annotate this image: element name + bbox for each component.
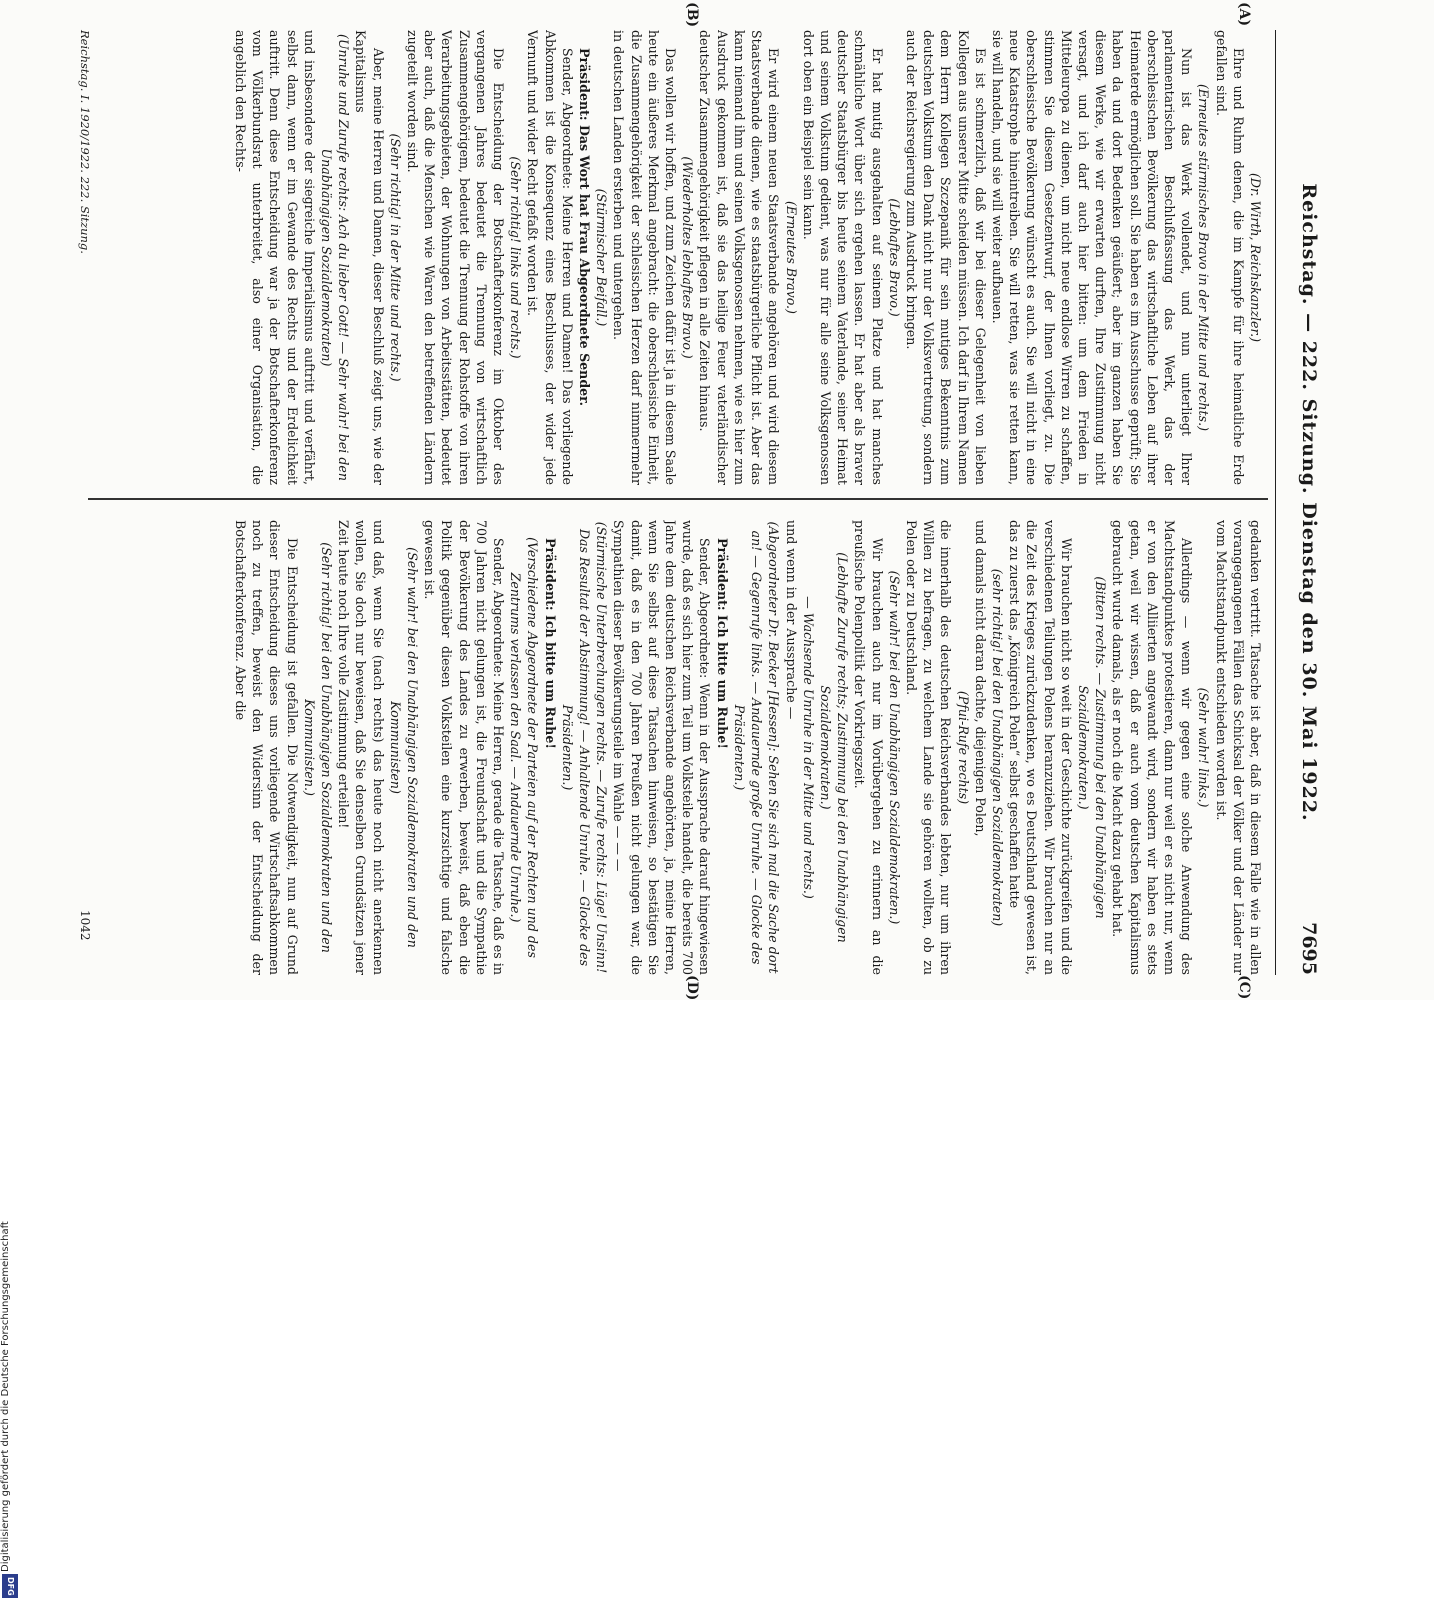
paragraph: Ehre und Ruhm denen, die im Kampfe für ihre heimatliche Erde gefallen sind. bbox=[1213, 30, 1246, 485]
interjection: (Bitten rechts. — Zustimmung bei den Unabhängigen Sozialdemokraten.) bbox=[1075, 576, 1109, 919]
dfg-sidebar bbox=[0, 612, 22, 1596]
column-divider bbox=[88, 498, 1268, 500]
footer-sheet-number: 1042 bbox=[78, 910, 92, 941]
dfg-credit-text: Digitalisierung gefördert durch die Deutsche Forschungsgemeinschaft bbox=[0, 1221, 11, 1572]
interjection: (Stürmischer Beifall.) bbox=[594, 188, 610, 327]
dfg-logo-icon: DFG bbox=[2, 1574, 18, 1598]
paragraph: und wenn in der Aussprache — bbox=[783, 520, 799, 720]
page-header-title: Reichstag. — 222. Sitzung. Dienstag den 30. Mai 1922. bbox=[1298, 183, 1320, 822]
paragraph: Aber, meine Herren und Damen, dieser Beschluß zeigt uns, wie der Kapitalismus bbox=[353, 30, 386, 485]
interjection: (Unruhe und Zurufe rechts: Ach du lieber Gott! — Sehr wahr! bei den Unabhängigen Sozialdemokraten) bbox=[319, 34, 352, 481]
interjection: (Sehr richtig! in der Mitte und rechts.) bbox=[387, 133, 403, 382]
speaker-label: (Dr. Wirth, Reichskanzler.) bbox=[1248, 172, 1263, 343]
margin-mark-c: (C) bbox=[1236, 975, 1252, 1000]
margin-mark-a: (A) bbox=[1236, 2, 1252, 27]
paragraph: die innerhalb des deutschen Reichsverbandes lebten, nur um ihren Willen zu befragen, zu welchem Lande sie gehören wollten, ob zu Polen oder zu Deutschland. bbox=[903, 520, 954, 975]
paragraph: Die Entscheidung ist gefallen. Die Notwendigkeit, nun auf Grund dieser Entscheidung dieses uns vorliegende Wirtschaftsabkommen noch zu treffen, beweist den Widersinn der Entscheidung der Botschafterkonferenz. Aber die bbox=[233, 520, 300, 975]
paragraph: Allerdings — wenn wir gegen eine solche Anwendung des Machtstandpunktes protestieren, dann nur weil er es nicht nur, wenn er von den Alliierten angewandt wird, sondern wir haben es stets getan, weil wir wissen, daß er auch vom deutschen Kapitalismus gebraucht wurde damals, als er noch die Macht dazu gehabt hat. bbox=[1110, 520, 1195, 975]
interjection: — Wachsende Unruhe in der Mitte und rechts.) bbox=[800, 596, 816, 899]
interjection: (sehr richtig! bei den Unabhängigen Sozialdemokraten) bbox=[989, 568, 1005, 927]
footer-signature: Reichstag. I. 1920/1922. 222. Sitzung. bbox=[78, 30, 92, 254]
interjection: (Wiederholtes lebhaftes Bravo.) bbox=[680, 156, 696, 359]
president-statement: Präsident: Ich bitte um Ruhe! bbox=[542, 538, 558, 749]
paragraph: Das wollen wir hoffen, und zum Zeichen dafür ist ja in diesem Saale heute ein äußeres Merkmal angebracht: die oberschlesische Einheit, die Zusammengehörigkeit der schlesischen Herzen darf nimmermehr in deutschen Landen ersterben und untergehen. bbox=[611, 30, 679, 485]
paragraph: Sender, Abgeordnete: Meine Herren und Damen! Das vorliegende Abkommen ist die Konsequenz eines Beschlusses, der wider jede Vernunft und wider Recht gefaßt worden ist. bbox=[525, 30, 575, 485]
president-statement: Präsident: Das Wort hat Frau Abgeordnete Sender. bbox=[577, 48, 593, 407]
interjection: (Lebhafte Zurufe rechts; Zustimmung bei den Unabhängigen Sozialdemokraten.) bbox=[817, 552, 851, 943]
left-column bbox=[104, 30, 1264, 485]
right-column bbox=[104, 520, 1264, 975]
interjection: (Erneutes stürmisches Bravo in der Mitte und rechts.) bbox=[1196, 84, 1212, 431]
paragraph: Sender, Abgeordnete: Wenn in der Aussprache darauf hingewiesen wurde, daß es sich hier zum Teil um Volksteile handelt, die bereits 700 Jahre dem deutschen Reichsverbande angehörten, ja, meine Herren, wenn Sie selbst auf diese Tatsachen hinweisen, so bestätigen Sie damit, daß es in den 700 Jahren Preußen nicht gelungen war, die Sympathien dieser Bevölkerungsteile im Wahle — — — bbox=[611, 520, 713, 975]
paragraph: und damals nicht daran dachte, diejenigen Polen, bbox=[972, 520, 988, 837]
paragraph: Es ist schmerzlich, daß wir bei dieser Gelegenheit von lieben Kollegen aus unserer Mitte scheiden müssen. Ich darf in Ihrem Namen dem Herrn Kollegen Szczepanik für sein mutiges Bekenntnis zum deutschen Volkstum den Dank nicht nur der Volksvertretung, sondern auch der Reichsregierung zum Ausdruck bringen. bbox=[903, 30, 988, 485]
paragraph: Die Entscheidung der Botschafterkonferenz im Oktober des vergangenen Jahres bedeutet die Trennung von wirtschaftlich Zusammengehörigem, bedeutet die Trennung der Rohstoffe von ihren Verarbeitungsgebieten, der Wohnungen von Arbeitsstätten, bedeutet aber auch, daß die Menschen wie Waren den betreffenden Ländern zugeteilt worden sind. bbox=[405, 30, 507, 485]
margin-mark-d: (D) bbox=[684, 975, 700, 1001]
interjection: (Lebhaftes Bravo.) bbox=[886, 198, 902, 317]
paragraph: gedanken vertritt. Tatsache ist aber, daß in diesem Falle wie in allen vorangegangenen Fällen das Schicksal der Völker und der Länder nur vom Machtstandpunkt entschieden worden ist. bbox=[1213, 520, 1263, 975]
paragraph: und daß, wenn Sie (nach rechts) das heute noch nicht anerkennen wollen, Sie doch nur beweisen, daß Sie denselben Grundsätzen jener Zeit heute noch Ihre volle Zustimmung erteilen! bbox=[336, 520, 386, 975]
page-number: 7695 bbox=[1298, 922, 1320, 975]
paragraph: Nun ist das Werk vollendet, und nun unterliegt Ihrer parlamentarischen Beschlußfassung das Werk, das der oberschlesischen Bevölkerung das wirtschaftliche Leben auf ihrer Heimaterde ermöglichen soll. Sie haben es im Ausschusse geprüft; Sie haben da und dort Bedenken geäußert; aber im ganzen haben Sie diesem Werke, wie wir erwarten durften, Ihre Zustimmung nicht versagt, und ich darf auch hier bitten: um dem Frieden in Mitteleuropa zu dienen, um nicht neue endlose Wirren zu schaffen, stimmen Sie diesem Gesetzentwurf, der Ihnen vorliegt, zu. Die oberschlesische Bevölkerung wünscht es auch. Sie will nicht in eine neue Katastrophe hineintreiben. Sie will retten, was sie retten kann, sie will handeln, und sie will weiter aufbauen. bbox=[989, 30, 1195, 485]
interjection: (Sehr wahr! bei den Unabhängigen Sozialdemokraten.) bbox=[886, 570, 902, 925]
interjection: (Pfui-Rufe rechts) bbox=[955, 690, 971, 805]
interjection: (Abgeordneter Dr. Becker [Hessen]: Sehen Sie sich mal die Sache dort an! — Gegenrufe links. — Andauernde große Unruhe. — Glocke des Präsidenten.) bbox=[731, 521, 782, 974]
paragraph: Wir brauchen auch nur im Vorübergehen zu erinnern an die preußische Polenpolitik der Vorkriegszeit. bbox=[852, 520, 885, 975]
interjection: (Sehr wahr! bei den Unabhängigen Sozialdemokraten und den Kommunisten) bbox=[387, 547, 421, 948]
page-header bbox=[1275, 30, 1320, 975]
president-statement: Präsident: Ich bitte um Ruhe! bbox=[714, 538, 730, 749]
interjection: (Sehr wahr! links.) bbox=[1196, 687, 1212, 808]
paragraph: Er wird einem neuen Staatsverbande angehören und wird diesem Staatsverbande dienen, wie es staatsbürgerliche Pflicht ist. Aber das kann niemand ihm und seinen Volksgenossen nehmen, wie es hier zum Ausdruck gekommen ist, daß sie das heilige Feuer vaterländischer deutscher Zusammengehörigkeit pflegen in alle Zeiten hinaus. bbox=[697, 30, 782, 485]
interjection: (Stürmische Unterbrechungen rechts. — Zurufe rechts: Lüge! Unsinn! Das Resultat der Abstimmung! — Anhaltende Unruhe. — Glocke des Präsidenten.) bbox=[559, 521, 610, 974]
paragraph: Wir brauchen nicht so weit in der Geschichte zurückgreifen und die verschiedenen Teilungen Polens heranzuziehen. Wir brauchen nur an die Zeit des Krieges zurückzudenken, wo es Deutschland gewesen ist, das zu zuerst das „Königreich Polen“ selbst geschaffen hatte bbox=[1007, 520, 1074, 975]
paragraph: Er hat mutig ausgehalten auf seinem Platze und hat manches schmähliche Wort über sich ergehen lassen. Er hat aber als braver deutscher Staatsbürger bis heute seinem Vaterlande, seiner Heimat und seinem Volkstum gedient, was nur für alle seine Volksgenossen dort oben ein Beispiel sein kann. bbox=[800, 30, 885, 485]
interjection: (Sehr richtig! links und rechts.) bbox=[508, 156, 524, 359]
paragraph: Sender, Abgeordnete: Meine Herren, gerade die Tatsache, daß es in 700 Jahren nicht gelungen ist, die Freundschaft und die Sympathie der Bevölkerung des Landes zu erwerben, beweist, daß eben die Politik gegenüber diesen Volksteilen eine kurzsichtige und falsche gewesen ist. bbox=[422, 520, 507, 975]
paragraph: und insbesondere der siegreiche Imperialismus auftritt und verfährt, selbst dann, wenn er im Gewande des Rechts und der Erdelichkeit auftritt. Denn diese Entscheidung war ja der Botschafterkonferenz vom Völkerbundsrat unterbreitet, also einer Organisation, die angeblich den Rechts- bbox=[233, 30, 317, 485]
interjection: (Verschiedene Abgeordnete der Parteien auf der Rechten und des Zentrums verlassen den Saal. — Andauernde Unruhe.) bbox=[508, 537, 541, 958]
interjection: (Sehr richtig! bei den Unabhängigen Sozialdemokraten und den Kommunisten.) bbox=[301, 542, 335, 953]
interjection: (Erneutes Bravo.) bbox=[783, 201, 799, 314]
margin-mark-b: (B) bbox=[684, 2, 700, 28]
